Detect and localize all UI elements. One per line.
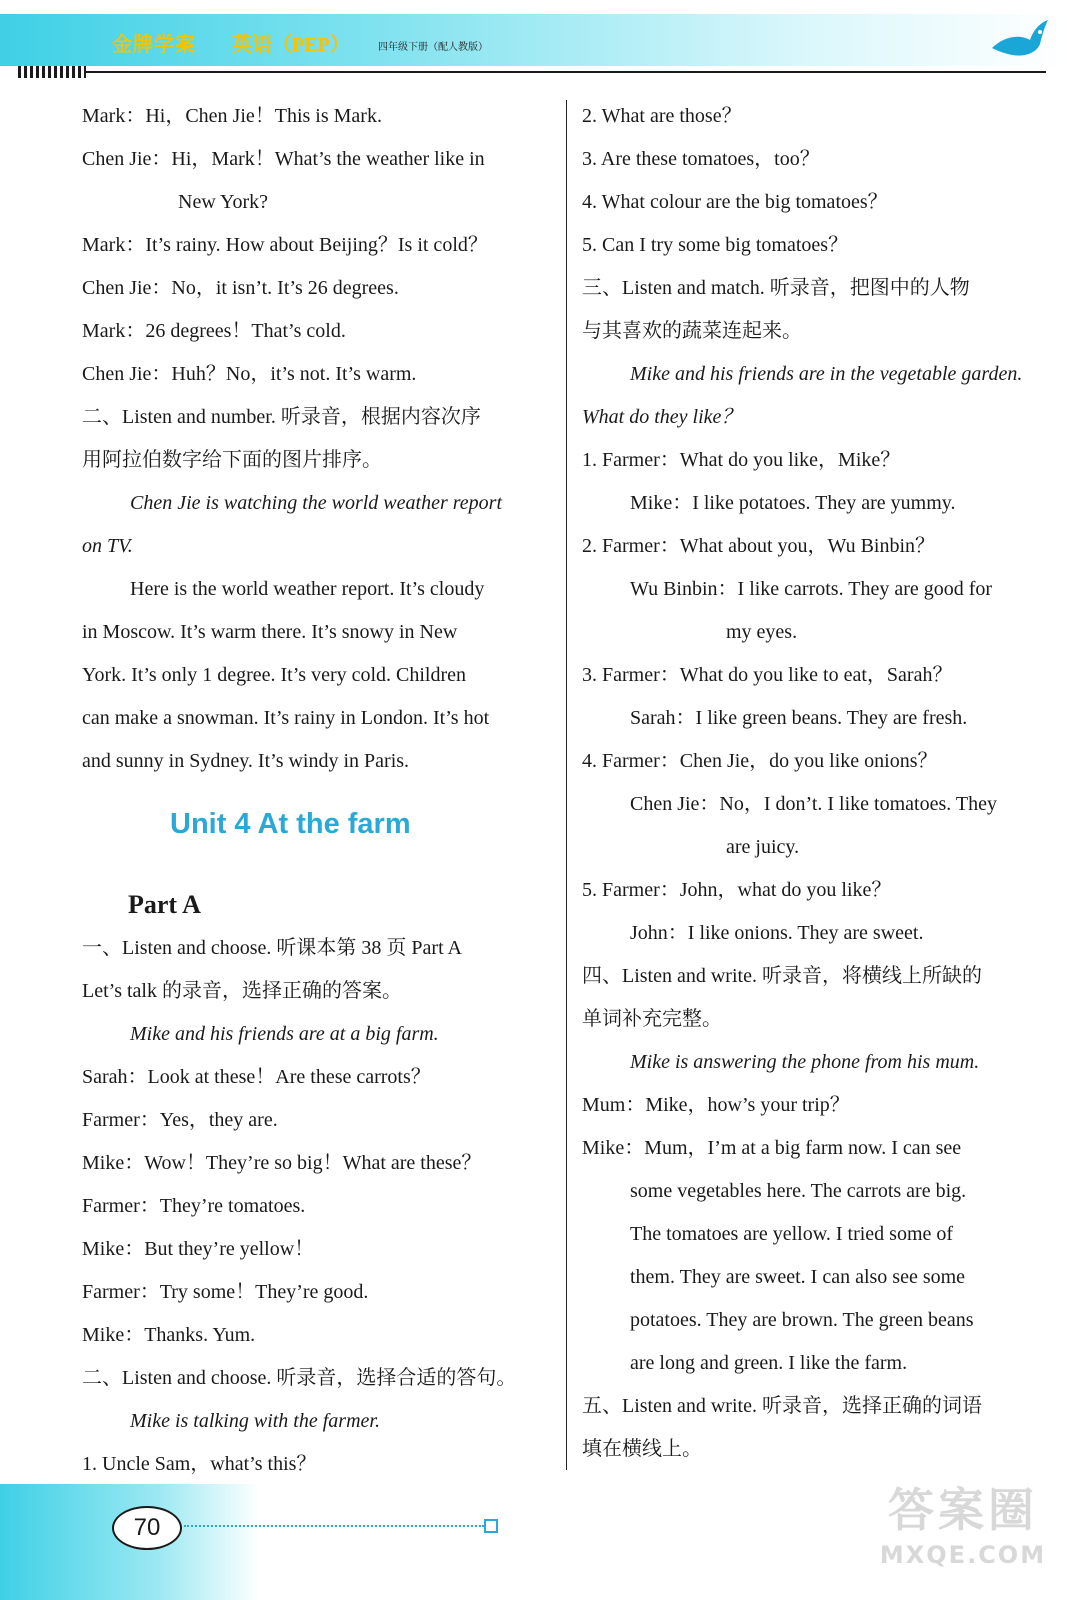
dialogue-line: 1. Farmer：What do you like，Mike？ <box>582 449 901 471</box>
exercise-heading: 单词补充完整。 <box>582 1008 722 1030</box>
dialogue-line: potatoes. They are brown. The green beans <box>630 1309 974 1331</box>
passage-line: Here is the world weather report. It’s cloudy <box>130 578 485 600</box>
column-divider <box>566 100 567 1470</box>
dialogue-line: Mum：Mike，how’s your trip？ <box>582 1094 850 1116</box>
passage-line: York. It’s only 1 degree. It’s very cold. Children <box>82 664 467 686</box>
exercise-heading: 四、Listen and write. 听录音，将横线上所缺的 <box>582 965 982 987</box>
passage-line: and sunny in Sydney. It’s windy in Paris. <box>82 750 410 772</box>
question-line: 3. Are these tomatoes，too？ <box>582 148 820 170</box>
dialogue-line: New York? <box>178 191 268 213</box>
book-title: 金牌学案 <box>112 34 196 56</box>
dialogue-line: Mike：Mum，I’m at a big farm now. I can see <box>582 1137 962 1159</box>
exercise-heading: 用阿拉伯数字给下面的图片排序。 <box>82 449 382 471</box>
dialogue-line: Chen Jie：Hi，Mark！What’s the weather like in <box>82 148 485 170</box>
scene-note: What do they like？ <box>582 406 742 428</box>
dialogue-line: Sarah：Look at these！Are these carrots？ <box>82 1066 431 1088</box>
dialogue-line: Mark：It’s rainy. How about Beijing？Is it cold？ <box>82 234 488 256</box>
right-column <box>582 100 1048 1476</box>
question-line: 2. What are those？ <box>582 105 742 127</box>
question-line: 5. Can I try some big tomatoes？ <box>582 234 849 256</box>
passage-line: can make a snowman. It’s rainy in London. It’s hot <box>82 707 490 729</box>
dialogue-line: Mark：Hi，Chen Jie！This is Mark. <box>82 105 382 127</box>
dialogue-line: Chen Jie：No，I don’t. I like tomatoes. They <box>630 793 997 815</box>
footer-dotted-rule <box>184 1525 484 1527</box>
dialogue-line: Wu Binbin：I like carrots. They are good for <box>630 578 993 600</box>
left-column <box>82 100 548 1491</box>
dialogue-line: 4. Farmer：Chen Jie，do you like onions？ <box>582 750 938 772</box>
exercise-heading: 填在横线上。 <box>582 1438 702 1460</box>
dialogue-line: Chen Jie：No，it isn’t. It’s 26 degrees. <box>82 277 399 299</box>
dialogue-line: Mike：I like potatoes. They are yummy. <box>630 492 956 514</box>
page-number: 70 <box>112 1506 182 1550</box>
scene-note: Mike and his friends are at a big farm. <box>130 1023 439 1045</box>
dialogue-line: The tomatoes are yellow. I tried some of <box>630 1223 954 1245</box>
bird-logo-icon <box>990 18 1050 64</box>
question-line: 4. What colour are the big tomatoes？ <box>582 191 888 213</box>
dialogue-line: Farmer：They’re tomatoes. <box>82 1195 306 1217</box>
dialogue-line: 5. Farmer：John，what do you like？ <box>582 879 892 901</box>
dialogue-line: Chen Jie：Huh？No，it’s not. It’s warm. <box>82 363 417 385</box>
dialogue-line: some vegetables here. The carrots are big. <box>630 1180 967 1202</box>
exercise-heading: Let’s talk 的录音，选择正确的答案。 <box>82 980 402 1002</box>
exercise-heading: 一、Listen and choose. 听课本第 38 页 Part A <box>82 937 462 959</box>
dialogue-line: Mark：26 degrees！That’s cold. <box>82 320 346 342</box>
dialogue-line: Farmer：Yes，they are. <box>82 1109 278 1131</box>
exercise-heading: 五、Listen and write. 听录音，选择正确的词语 <box>582 1395 982 1417</box>
scene-note: Mike is answering the phone from his mum. <box>630 1051 980 1073</box>
scene-note: on TV. <box>82 535 133 557</box>
scene-note: Mike and his friends are in the vegetable garden. <box>630 363 1023 385</box>
watermark-logo: 答案圈 <box>888 1483 1038 1537</box>
subject-label: 英语（PEP） <box>232 34 350 56</box>
dialogue-line: them. They are sweet. I can also see some <box>630 1266 966 1288</box>
dialogue-line: Mike：Wow！They’re so big！What are these？ <box>82 1152 482 1174</box>
unit-title: Unit 4 At the farm <box>170 808 411 840</box>
dialogue-line: 2. Farmer：What about you，Wu Binbin？ <box>582 535 936 557</box>
dialogue-line: Mike：Thanks. Yum. <box>82 1324 256 1346</box>
exercise-heading: 二、Listen and number. 听录音，根据内容次序 <box>82 406 481 428</box>
question-line: 1. Uncle Sam，what’s this？ <box>82 1453 317 1475</box>
dialogue-line: are juicy. <box>726 836 800 858</box>
dialogue-line: John：I like onions. They are sweet. <box>630 922 924 944</box>
exercise-heading: 三、Listen and match. 听录音，把图中的人物 <box>582 277 970 299</box>
passage-line: in Moscow. It’s warm there. It’s snowy in New <box>82 621 458 643</box>
scene-note: Mike is talking with the farmer. <box>130 1410 380 1432</box>
dialogue-line: 3. Farmer：What do you like to eat，Sarah？ <box>582 664 953 686</box>
exercise-heading: 与其喜欢的蔬菜连起来。 <box>582 320 802 342</box>
exercise-heading: 二、Listen and choose. 听录音，选择合适的答句。 <box>82 1367 517 1389</box>
watermark-url: MXQE.COM <box>879 1541 1047 1569</box>
header-bars <box>18 66 86 78</box>
dialogue-line: are long and green. I like the farm. <box>630 1352 908 1374</box>
dialogue-line: Farmer：Try some！They’re good. <box>82 1281 369 1303</box>
scene-note: Chen Jie is watching the world weather report <box>130 492 503 514</box>
dialogue-line: Sarah：I like green beans. They are fresh. <box>630 707 968 729</box>
watermark <box>868 1480 1058 1590</box>
footer-square-icon <box>484 1519 498 1533</box>
header-rule <box>86 71 1046 73</box>
dialogue-line: my eyes. <box>726 621 798 643</box>
edition-label: 四年级下册（配人教版） <box>378 42 488 53</box>
part-title: Part A <box>128 890 201 919</box>
dialogue-line: Mike：But they’re yellow！ <box>82 1238 315 1260</box>
